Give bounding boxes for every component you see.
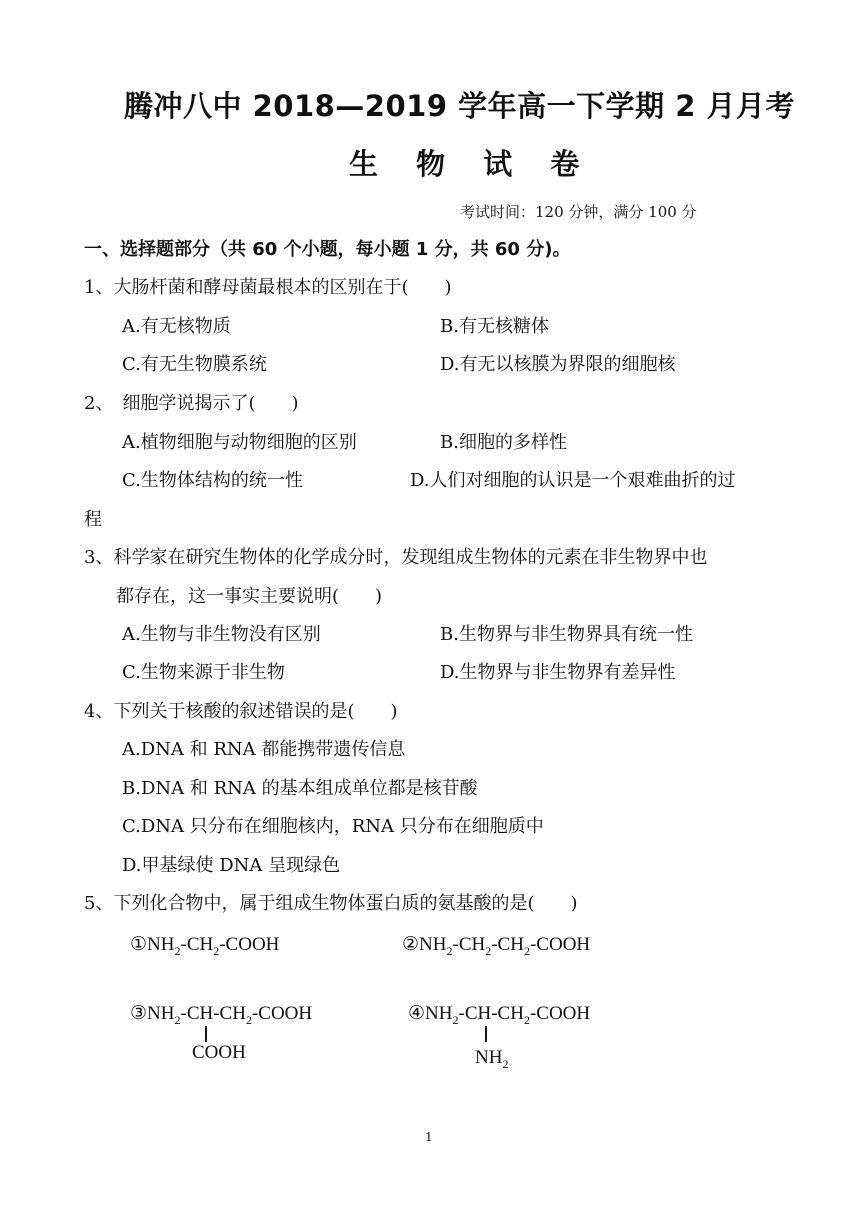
compound-4-bond-line xyxy=(485,1026,487,1042)
question-5-stem: 5、下列化合物中，属于组成生物体蛋白质的氨基酸的是( ) xyxy=(84,893,578,914)
compound-1-number: ① xyxy=(130,934,148,955)
question-3-option-c: C.生物来源于非生物 xyxy=(122,662,285,683)
question-2-option-d-wrap: 程 xyxy=(84,509,102,530)
question-3-option-a: A.生物与非生物没有区别 xyxy=(122,624,321,645)
compound-3-formula: $③NH_2-CH-CH_2$-COOH xyxy=(130,1003,313,1027)
compound-1-formula: $①NH_2-CH_2$-COOH xyxy=(130,934,280,958)
question-1-stem: 1、大肠杆菌和酵母菌最根本的区别在于( ) xyxy=(84,277,452,298)
section-heading: 一、选择题部分（共 60 个小题，每小题 1 分，共 60 分)。 xyxy=(84,239,571,260)
page-subtitle: 生 物 试 卷 xyxy=(349,147,594,181)
question-1-option-c: C.有无生物膜系统 xyxy=(122,354,267,375)
question-3-option-b: B.生物界与非生物界具有统一性 xyxy=(440,624,693,645)
compound-2-formula: $②NH_2-CH_2-CH_2$-COOH xyxy=(402,934,591,958)
question-2-option-c: C.生物体结构的统一性 xyxy=(122,470,303,491)
compound-3-bond-line xyxy=(205,1026,207,1042)
question-4-option-a: A.DNA 和 RNA 都能携带遗传信息 xyxy=(122,739,406,760)
question-2-option-a: A.植物细胞与动物细胞的区别 xyxy=(122,432,357,453)
question-2-stem: 2、 细胞学说揭示了( ) xyxy=(84,393,299,414)
page-number: 1 xyxy=(425,1130,433,1144)
compound-3-branch: COOH xyxy=(192,1042,246,1063)
question-2-option-d: D.人们对细胞的认识是一个艰难曲折的过 xyxy=(410,470,736,491)
question-4-option-c: C.DNA 只分布在细胞核内，RNA 只分布在细胞质中 xyxy=(122,816,544,837)
compound-4-number: ④ xyxy=(408,1003,426,1024)
question-4-option-d: D.甲基绿使 DNA 呈现绿色 xyxy=(122,855,341,876)
question-4-option-b: B.DNA 和 RNA 的基本组成单位都是核苷酸 xyxy=(122,778,478,799)
question-3-stem-line1: 3、科学家在研究生物体的化学成分时，发现组成生物体的元素在非生物界中也 xyxy=(84,547,708,568)
compound-4-branch: $NH_2$ xyxy=(475,1047,509,1071)
page-title: 腾冲八中 2018—2019 学年高一下学期 2 月月考 xyxy=(124,89,795,123)
question-1-option-b: B.有无核糖体 xyxy=(440,316,549,337)
compound-2-number: ② xyxy=(402,934,420,955)
question-2-option-b: B.细胞的多样性 xyxy=(440,432,567,453)
compound-4-formula: $④NH_2-CH-CH_2$-COOH xyxy=(408,1003,591,1027)
question-1-option-a: A.有无核物质 xyxy=(122,316,231,337)
question-4-stem: 4、下列关于核酸的叙述错误的是( ) xyxy=(84,701,398,722)
compound-3-number: ③ xyxy=(130,1003,148,1024)
question-3-stem-line2: 都存在，这一事实主要说明( ) xyxy=(116,586,383,607)
question-3-option-d: D.生物界与非生物界有差异性 xyxy=(440,662,676,683)
exam-info: 考试时间：120 分钟，满分 100 分 xyxy=(460,203,697,221)
question-1-option-d: D.有无以核膜为界限的细胞核 xyxy=(440,354,676,375)
